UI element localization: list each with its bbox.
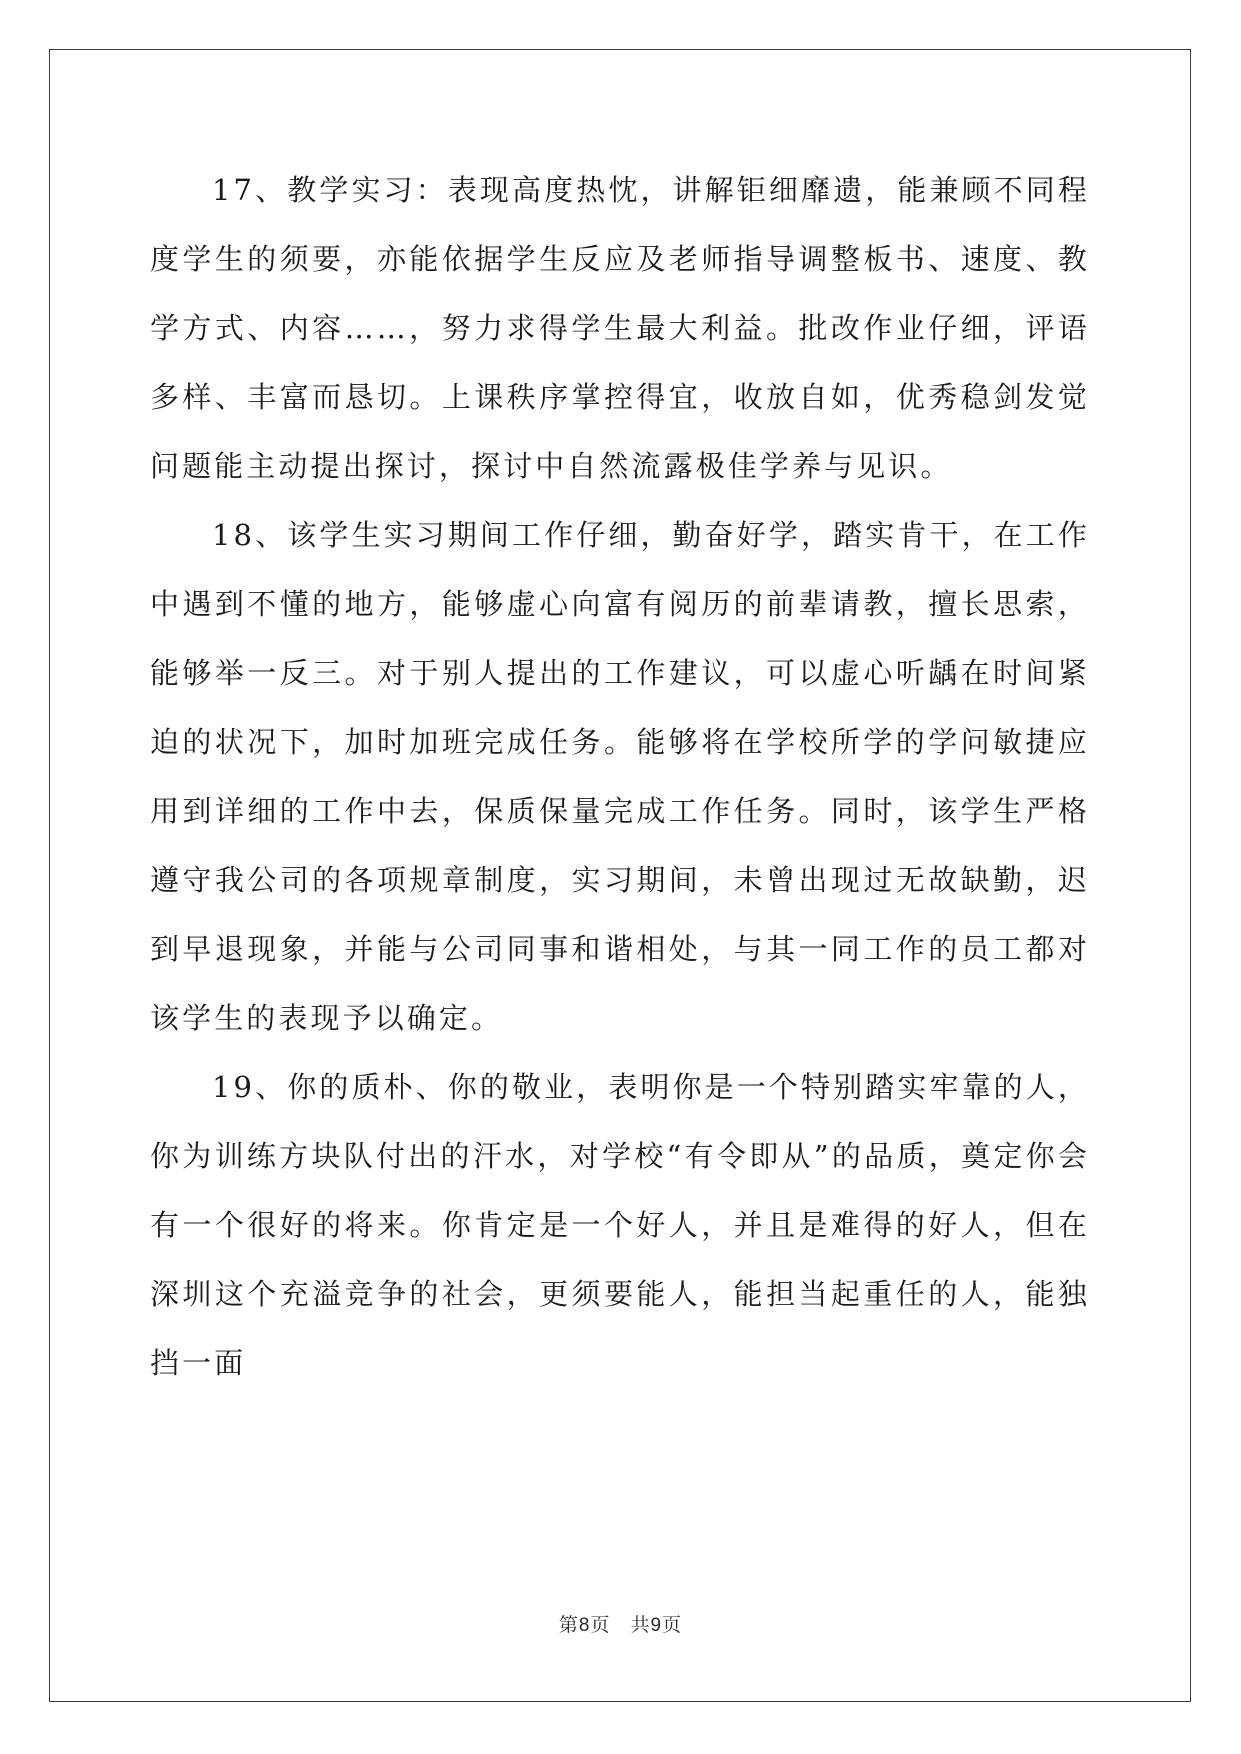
page-mid: 页 共 — [590, 1614, 651, 1636]
paragraph-17: 17、教学实习：表现高度热忱，讲解钜细靡遗，能兼顾不同程度学生的须要，亦能依据学生反应及老师指导调整板书、速度、教学方式、内容……，努力求得学生最大利益。批改作业仔细，评语多样、丰富而恳切。上课秩序掌控得宜，收放自如，优秀稳剑发觉问题能主动提出探讨，探讨中自然流露极佳学养与见识。 — [150, 173, 1090, 483]
document-body — [150, 156, 1090, 1398]
page-suffix: 页 — [662, 1614, 683, 1636]
page-current: 8 — [578, 1615, 591, 1636]
paragraph-18: 18、该学生实习期间工作仔细，勤奋好学，踏实肯干，在工作中遇到不懂的地方，能够虚心向富有阅历的前辈请教，擅长思索，能够举一反三。对于别人提出的工作建议，可以虚心听龋在时间紧迫的状况下，加时加班完成任务。能够将在学校所学的学问敏捷应用到详细的工作中去，保质保量完成工作任务。同时，该学生严格遵守我公司的各项规章制度，实习期间，未曾出现过无故缺勤，迟到早退现象，并能与公司同事和谐相处，与其一同工作的员工都对该学生的表现予以确定。 — [150, 518, 1090, 1035]
page-prefix: 第 — [558, 1614, 579, 1636]
page-total: 9 — [650, 1615, 663, 1636]
page-number-footer — [0, 1610, 1241, 1637]
paragraph-19: 19、你的质朴、你的敬业，表明你是一个特别踏实牢靠的人，你为训练方块队付出的汗水，对学校“有令即从”的品质，奠定你会有一个很好的将来。你肯定是一个好人，并且是难得的好人，但在深圳这个充溢竞争的社会，更须要能人，能担当起重任的人，能独挡一面 — [150, 1070, 1090, 1380]
